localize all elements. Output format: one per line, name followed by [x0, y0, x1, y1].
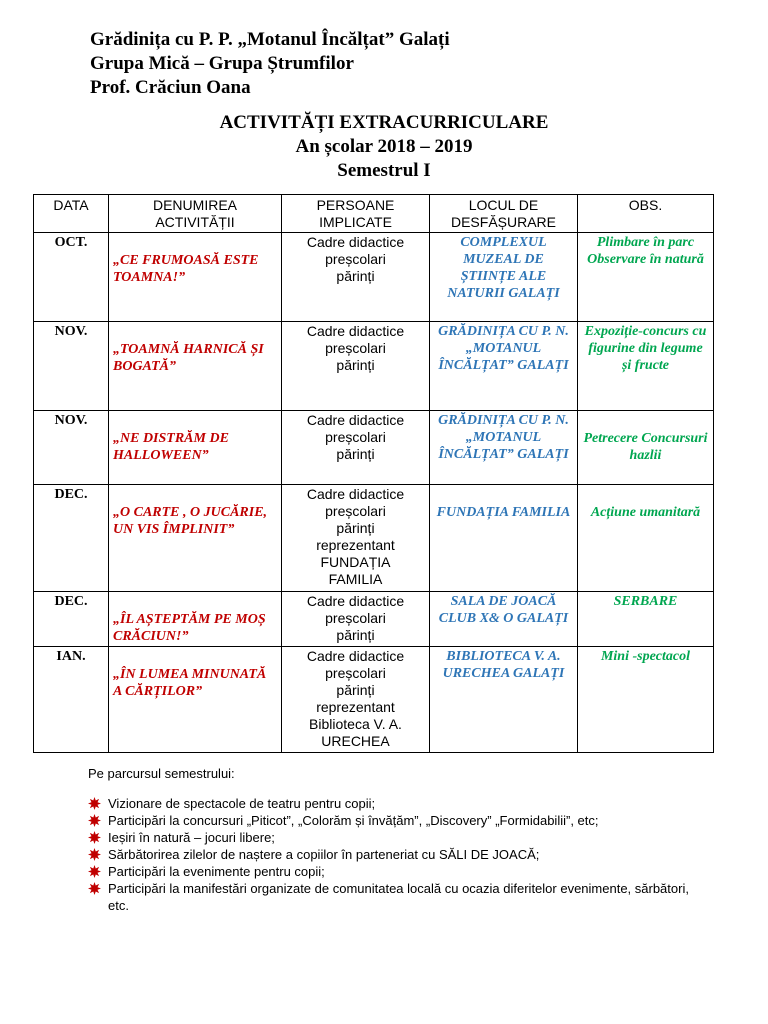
row-location: SALA DE JOACĂ CLUB X& O GALAȚI	[430, 592, 578, 647]
note-text: Participări la concursuri „Piticot”, „Colorăm și învățăm”, „Discovery” „Formidabilii”, etc;	[108, 813, 599, 828]
table-row	[34, 647, 714, 753]
document-titles	[0, 111, 768, 183]
row-obs: Mini -spectacol	[578, 647, 714, 753]
list-item	[88, 795, 708, 812]
row-date: NOV.	[34, 322, 109, 411]
person-line: părinți	[336, 520, 375, 536]
header-persons: PERSOANE IMPLICATE	[282, 195, 430, 233]
row-location: GRĂDINIȚA CU P. N. „MOTANUL ÎNCĂLȚAT” GALAȚI	[430, 322, 578, 411]
table-row	[34, 233, 714, 322]
note-text: Ieșiri în natură – jocuri libere;	[108, 830, 275, 845]
row-obs: Acțiune umanitară	[578, 485, 714, 592]
red-star-bullet-icon	[88, 814, 101, 827]
row-activity-name: „O CARTE , O JUCĂRIE, UN VIS ÎMPLINIT”	[109, 485, 282, 592]
row-location: COMPLEXUL MUZEAL DE ȘTIINȚE ALE NATURII GALAȚI	[430, 233, 578, 322]
red-star-bullet-icon	[88, 865, 101, 878]
header-location: LOCUL DE DESFĂȘURARE	[430, 195, 578, 233]
activities-table	[33, 194, 714, 753]
table-row	[34, 411, 714, 485]
row-activity-name: „ÎL AȘTEPTĂM PE MOȘ CRĂCIUN!”	[109, 592, 282, 647]
table-row	[34, 485, 714, 592]
red-star-bullet-icon	[88, 831, 101, 844]
row-obs: Expoziție-concurs cu figurine din legume și fructe	[578, 322, 714, 411]
header-date: DATA	[34, 195, 109, 233]
person-line: preșcolari	[325, 503, 386, 519]
red-star-bullet-icon	[88, 848, 101, 861]
row-persons	[282, 485, 430, 592]
table-row	[34, 322, 714, 411]
person-line: preșcolari	[325, 429, 386, 445]
row-persons	[282, 592, 430, 647]
row-location: FUNDAȚIA FAMILIA	[430, 485, 578, 592]
person-line: reprezentant	[316, 537, 395, 553]
list-item	[88, 880, 708, 914]
red-star-bullet-icon	[88, 797, 101, 810]
person-line: preșcolari	[325, 340, 386, 356]
row-activity-name: „ÎN LUMEA MINUNATĂ A CĂRȚILOR”	[109, 647, 282, 753]
person-line: Cadre didactice	[306, 323, 405, 339]
row-date: IAN.	[34, 647, 109, 753]
row-activity-name: „NE DISTRĂM DE HALLOWEEN”	[109, 411, 282, 485]
row-date: OCT.	[34, 233, 109, 322]
note-text: Vizionare de spectacole de teatru pentru copii;	[108, 796, 376, 811]
row-obs: SERBARE	[578, 592, 714, 647]
list-item	[88, 812, 708, 829]
person-line: părinți	[336, 627, 375, 643]
person-line: părinți	[336, 357, 375, 373]
person-line: Cadre didactice	[306, 648, 405, 664]
list-item	[88, 846, 708, 863]
red-star-bullet-icon	[88, 882, 101, 895]
person-line: reprezentant	[316, 699, 395, 715]
note-text: Participări la evenimente pentru copii;	[108, 864, 325, 879]
teacher-name: Prof. Crăciun Oana	[90, 77, 251, 98]
person-line: preșcolari	[325, 665, 386, 681]
row-persons	[282, 233, 430, 322]
header-activity: DENUMIREA ACTIVITĂȚII	[109, 195, 282, 233]
list-item	[88, 829, 708, 846]
document-header	[90, 28, 450, 100]
group-name: Grupa Mică – Grupa Ștrumfilor	[90, 53, 354, 74]
person-line: Cadre didactice	[306, 486, 405, 502]
person-line: FUNDAȚIA	[320, 554, 391, 570]
main-title: ACTIVITĂȚI EXTRACURRICULARE	[219, 112, 549, 133]
row-date: DEC.	[34, 592, 109, 647]
person-line: părinți	[336, 446, 375, 462]
person-line: preșcolari	[325, 251, 386, 267]
row-activity-name: „CE FRUMOASĂ ESTE TOAMNA!”	[109, 233, 282, 322]
row-obs: Petrecere Concursuri hazlii	[578, 411, 714, 485]
semester-title: Semestrul I	[337, 160, 431, 181]
school-year: An școlar 2018 – 2019	[295, 136, 473, 157]
notes-list	[88, 795, 708, 914]
row-date: NOV.	[34, 411, 109, 485]
note-text: Participări la manifestări organizate de comunitatea locală cu ocazia diferitelor evenimente, sărbători, etc.	[108, 881, 689, 913]
person-line: Biblioteca V. A.	[309, 716, 402, 732]
person-line: părinți	[336, 268, 375, 284]
header-obs: OBS.	[578, 195, 714, 233]
person-line: FAMILIA	[328, 571, 383, 587]
notes-intro: Pe parcursul semestrului:	[88, 766, 235, 781]
row-location: GRĂDINIȚA CU P. N. „MOTANUL ÎNCĂLȚAT” GALAȚI	[430, 411, 578, 485]
list-item	[88, 863, 708, 880]
note-text: Sărbătorirea zilelor de naștere a copiilor în parteneriat cu SĂLI DE JOACĂ;	[108, 847, 540, 862]
row-date: DEC.	[34, 485, 109, 592]
person-line: Cadre didactice	[306, 593, 405, 609]
row-location: BIBLIOTECA V. A. URECHEA GALAȚI	[430, 647, 578, 753]
person-line: Cadre didactice	[306, 412, 405, 428]
row-persons	[282, 647, 430, 753]
person-line: URECHEA	[321, 733, 390, 749]
person-line: părinți	[336, 682, 375, 698]
person-line: preșcolari	[325, 610, 386, 626]
row-obs: Plimbare în parc Observare în natură	[578, 233, 714, 322]
row-persons	[282, 322, 430, 411]
table-row	[34, 592, 714, 647]
person-line: Cadre didactice	[306, 234, 405, 250]
kindergarten-name: Grădinița cu P. P. „Motanul Încălțat” Galați	[90, 29, 450, 50]
row-activity-name: „TOAMNĂ HARNICĂ ȘI BOGATĂ”	[109, 322, 282, 411]
semester-notes	[88, 765, 708, 914]
row-persons	[282, 411, 430, 485]
